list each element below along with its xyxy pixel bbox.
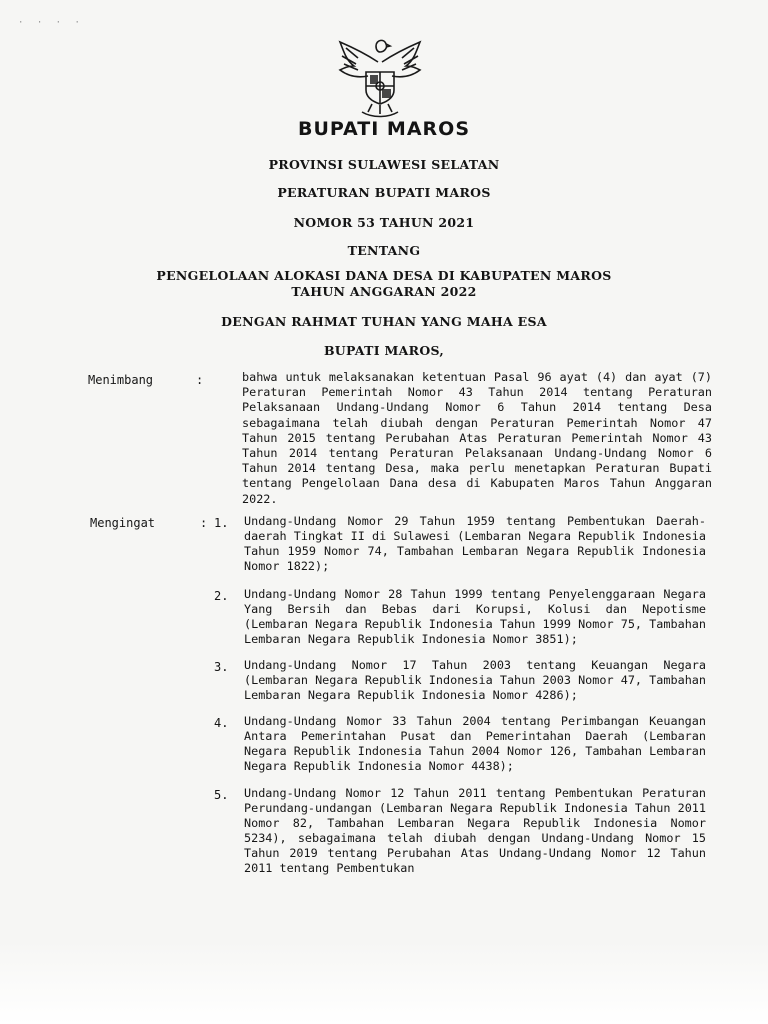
item-text: Undang-Undang Nomor 33 Tahun 2004 tentang Perimbangan Keuangan Antara Pemerintahan Pusat dan Pemerintahan Daerah (Lembaran Negara Republik Indonesia Tahun 2004 Nomor 126, Tambahan Lembaran Negara Republik Indonesia Nomor 4438);	[244, 714, 706, 773]
document-title: BUPATI MAROS	[297, 118, 471, 140]
item-number: 3.	[214, 660, 229, 674]
page-bottom-margin	[0, 940, 768, 1024]
subject-line-2: TAHUN ANGGARAN 2022	[291, 284, 477, 299]
mengingat-label: Mengingat	[90, 516, 156, 530]
item-number: 2.	[214, 589, 229, 603]
regulation-heading: PERATURAN BUPATI MAROS	[277, 185, 491, 200]
rahmat-heading: DENGAN RAHMAT TUHAN YANG MAHA ESA	[221, 314, 547, 329]
menimbang-colon: :	[196, 373, 204, 387]
tentang-heading: TENTANG	[347, 243, 421, 258]
item-number: 5.	[214, 788, 229, 802]
menimbang-label: Menimbang	[88, 373, 154, 387]
bupati-heading: BUPATI MAROS,	[323, 343, 445, 358]
province-heading: PROVINSI SULAWESI SELATAN	[268, 157, 500, 172]
garuda-emblem-icon	[332, 32, 428, 118]
scan-artifact: · · · ·	[18, 18, 84, 28]
item-number: 1.	[214, 516, 229, 530]
menimbang-text: bahwa untuk melaksanakan ketentuan Pasal 96 ayat (4) dan ayat (7) Peraturan Pemerintah Nomor 43 Tahun 2014 tentang Peraturan Pelaksanaan Undang-Undang Nomor 6 Tahun 2014 tentang Desa sebagaimana telah diubah dengan Peraturan Pemerintah Nomor 47 Tahun 2015 tentang Perubahan Atas Peraturan Pemerintah Nomor 43 Tahun 2014 tentang Peraturan Pelaksanaan Undang-Undang Nomor 6 Tahun 2014 tentang Desa, maka perlu menetapkan Peraturan Bupati tentang Pengelolaan Dana desa di Kabupaten Maros Tahun Anggaran 2022.	[242, 370, 712, 506]
regulation-number: NOMOR 53 TAHUN 2021	[293, 215, 475, 230]
subject-heading	[0, 268, 768, 300]
mengingat-colon: :	[200, 516, 208, 530]
item-text: Undang-Undang Nomor 29 Tahun 1959 tentang Pembentukan Daerah-daerah Tingkat II di Sulawesi (Lembaran Negara Republik Indonesia Tahun 1959 Nomor 74, Tambahan Lembaran Negara Republik Indonesia Nomor 1822);	[244, 514, 706, 573]
item-text: Undang-Undang Nomor 12 Tahun 2011 tentang Pembentukan Peraturan Perundang-undangan (Lembaran Negara Republik Indonesia Tahun 2011 Nomor 82, Tambahan Lembaran Negara Republik Indonesia Nomor 5234), sebagaimana telah diubah dengan Undang-Undang Nomor 15 Tahun 2019 tentang Perubahan Atas Undang-Undang Nomor 12 Tahun 2011 tentang Pembentukan	[244, 786, 706, 875]
subject-line-1: PENGELOLAAN ALOKASI DANA DESA DI KABUPATEN MAROS	[156, 268, 612, 283]
item-text: Undang-Undang Nomor 17 Tahun 2003 tentang Keuangan Negara (Lembaran Negara Republik Indonesia Tahun 2003 Nomor 47, Tambahan Lembaran Negara Republik Indonesia Nomor 4286);	[244, 658, 706, 702]
item-number: 4.	[214, 716, 229, 730]
item-text: Undang-Undang Nomor 28 Tahun 1999 tentang Penyelenggaraan Negara Yang Bersih dan Bebas dari Korupsi, Kolusi dan Nepotisme (Lembaran Negara Republik Indonesia Tahun 1999 Nomor 75, Tambahan Lembaran Negara Republik Indonesia Nomor 3851);	[244, 587, 706, 646]
